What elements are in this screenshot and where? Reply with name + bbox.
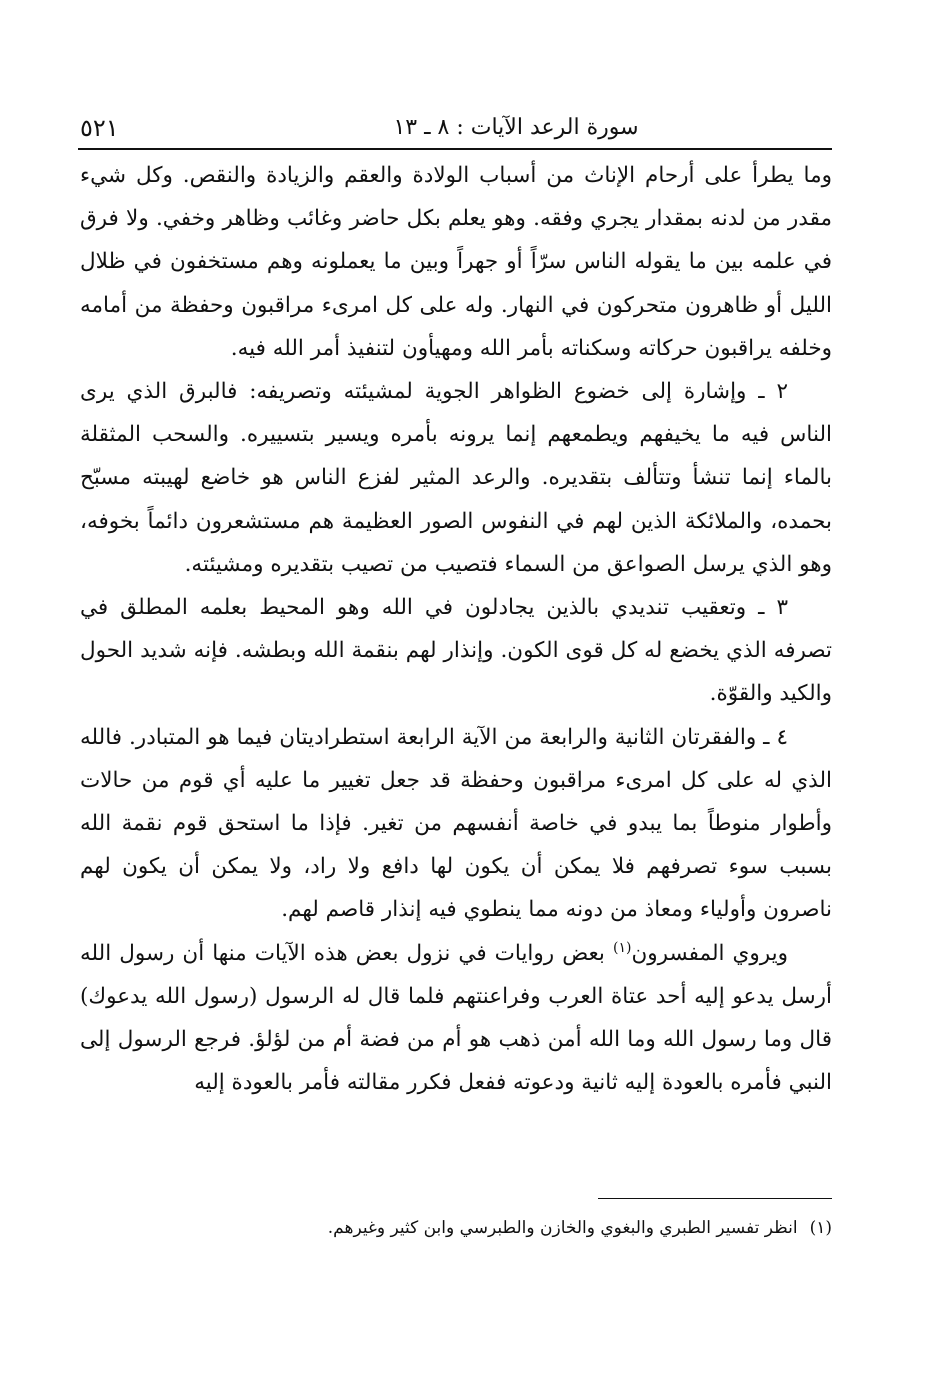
body-text (80, 154, 832, 1104)
page-number: ٥٢١ (80, 114, 119, 142)
paragraph-2: ٢ ـ وإشارة إلى خضوع الظواهر الجوية لمشيئته وتصريفه: فالبرق الذي يرى الناس فيه ما يخيفهم ويطمعهم إنما يرونه بأمره ويسير بتسييره. والسحب المثقلة بالماء إنما تنشأ وتتألف بتقديره. والرعد المثير لفزع الناس هو خاضع لهيبته مسبّح بحمده، والملائكة الذين لهم في النفوس الصور العظيمة هم مستشعرون دائماً بخوفه، وهو الذي يرسل الصواعق من السماء فتصيب من تصيب بتقديره ومشيئته. (80, 379, 832, 577)
paragraph-3: ٣ ـ وتعقيب تنديدي بالذين يجادلون في الله وهو المحيط بعلمه المطلق في تصرفه الذي يخضع له كل قوى الكون. وإنذار لهم بنقمة الله وبطشه. فإنه شديد الحول والكيد والقوّة. (80, 595, 832, 707)
paragraph-5-rest: بعض روايات في نزول بعض هذه الآيات منها أن رسول الله أرسل يدعو إليه أحد عتاة العرب وفراعنتهم فلما قال له الرسول (رسول الله يدعوك) قال وما رسول الله وما الله أمن ذهب هو أم من فضة أم من لؤلؤ. فرجع الرسول إلى النبي فأمره بالعودة إليه ثانية ودعوته ففعل فكرر مقالته فأمر بالعودة إليه (80, 940, 832, 1096)
running-header (80, 108, 832, 148)
footnote-text: انظر تفسير الطبري والبغوي والخازن والطبرسي وابن كثير وغيرهم. (327, 1218, 798, 1238)
header-rule (78, 148, 832, 150)
footnote-rule (598, 1198, 832, 1199)
footnote-reference[interactable]: (١) (612, 939, 632, 956)
paragraph-5 (80, 932, 832, 1105)
running-title: سورة الرعد الآيات : ٨ ـ ١٣ (393, 115, 639, 140)
footnote-mark: (١) (809, 1218, 832, 1238)
paragraph-4-text: ٤ ـ والفقرتان الثانية والرابعة من الآية الرابعة استطراديتان فيما هو المتبادر. فالله الذي له على كل امرىء مراقبون وحفظة قد جعل تغيير ما عليه أي قوم من حالات وأطوار منوطاً بما يبدو في خاصة أنفسهم من تغير. فإذا ما استحق قوم نقمة الله بسبب سوء تصرفهم فلا يمكن أن يكون لها دافع ولا راد، ولا يمكن أن يكون لهم ناصرون وأولياء ومعاذ من دونه مما ينطوي فيه إنذار قاصم لهم. (80, 724, 832, 923)
paragraph-4 (80, 716, 832, 932)
footnote (80, 1212, 832, 1244)
paragraph-1: وما يطرأ على أرحام الإناث من أسباب الولادة والعقم والزيادة والنقص. وكل شيء مقدر من لدنه بمقدار يجري وفقه. وهو يعلم بكل حاضر وغائب وظاهر وخفي. ولا فرق في علمه بين ما يقوله الناس سرّاً أو جهراً وبين ما يعملونه وهم مستخفون في ظلال الليل أو ظاهرون متحركون في النهار. وله على كل امرىء مراقبون وحفظة من أمامه وخلفه يراقبون حركاته وسكناته بأمر الله ومهيأون لتنفيذ أمر الله فيه. (80, 163, 832, 361)
paragraph-5-start: ويروي المفسرون (631, 940, 788, 966)
